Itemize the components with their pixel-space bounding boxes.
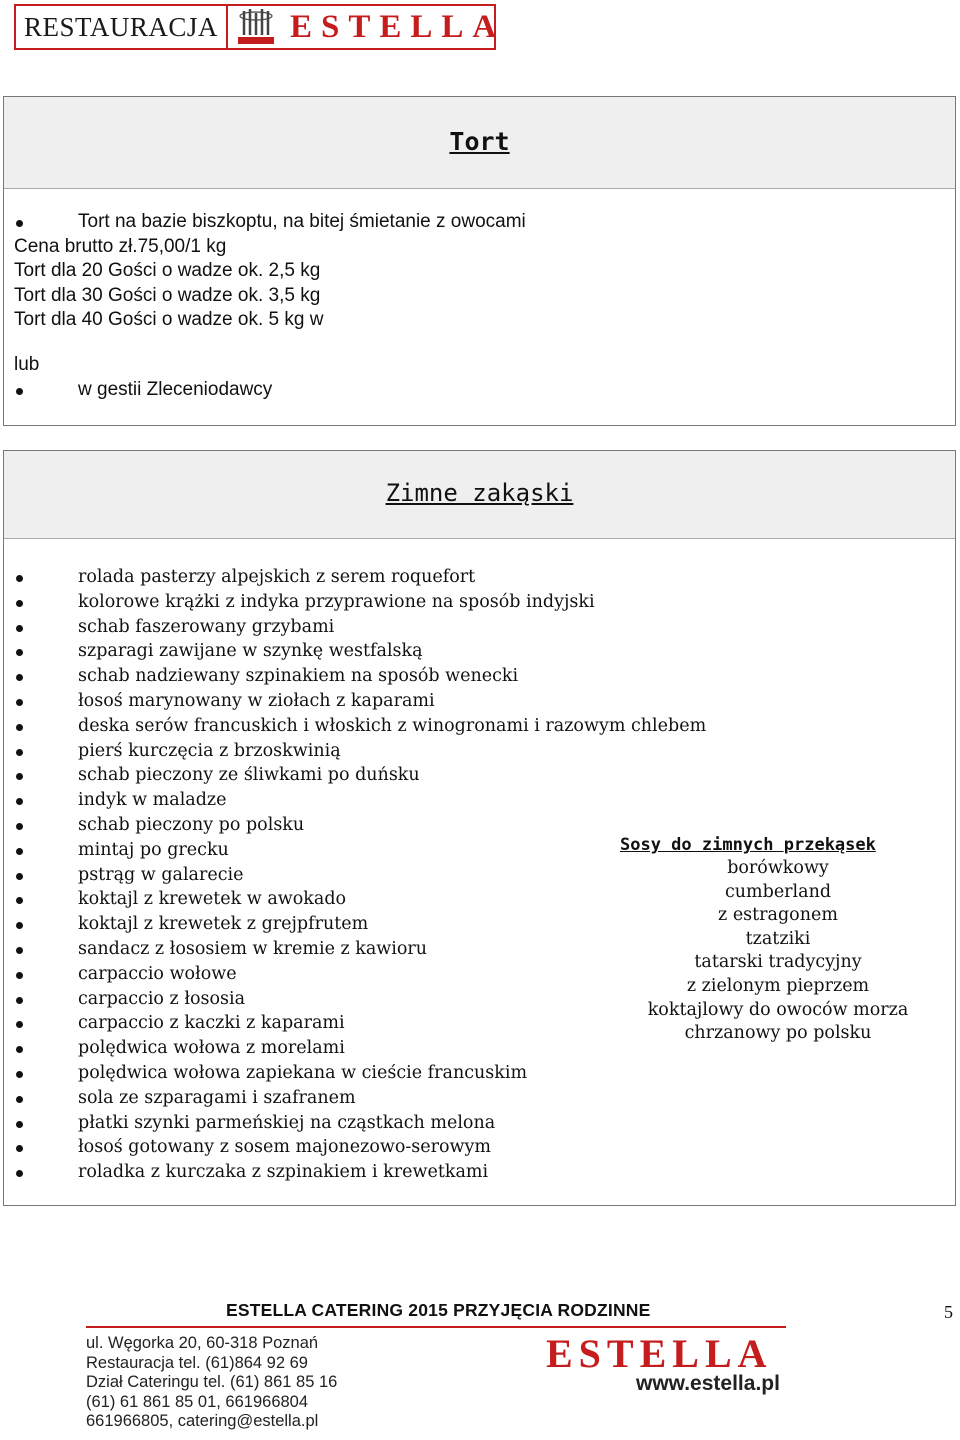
address-line: 661966805, catering@estella.pl xyxy=(86,1412,319,1431)
tort-size-30: Tort dla 30 Gości o wadze ok. 3,5 kg xyxy=(14,285,321,306)
cold-appetizers-heading-bar xyxy=(4,451,955,539)
sauce-item: borówkowy xyxy=(727,858,829,878)
list-item: polędwica wołowa zapiekana w cieście francuskim xyxy=(14,1061,706,1086)
list-item: koktajl z krewetek z grejpfrutem xyxy=(14,912,706,937)
tort-price: Cena brutto zł.75,00/1 kg xyxy=(14,236,227,257)
tort-or-text: lub xyxy=(14,354,40,375)
list-item: sandacz z łososiem w kremie z kawioru xyxy=(14,937,706,962)
list-item: kolorowe krążki z indyka przyprawione na sposób indyjski xyxy=(14,590,706,615)
list-item: mintaj po grecku xyxy=(14,838,706,863)
list-item: schab nadziewany szpinakiem na sposób wenecki xyxy=(14,664,706,689)
list-item: carpaccio z łososia xyxy=(14,987,706,1012)
address-line: ul. Węgorka 20, 60-318 Poznań xyxy=(86,1334,319,1352)
tort-size-40: Tort dla 40 Gości o wadze ok. 5 kg w xyxy=(14,309,324,330)
address-line: Restauracja tel. (61)864 92 69 xyxy=(86,1353,308,1372)
sauce-item: tzatziki xyxy=(745,928,811,949)
list-item: łosoś gotowany z sosem majonezowo-serowym xyxy=(14,1135,706,1160)
list-item: koktajl z krewetek w awokado xyxy=(14,887,706,912)
list-item: indyk w maladze xyxy=(14,788,706,813)
list-item: schab pieczony ze śliwkami po duńsku xyxy=(14,763,706,788)
list-item: pstrąg w galarecie xyxy=(14,863,706,888)
list-item: schab faszerowany grzybami xyxy=(14,615,706,640)
footer-contact xyxy=(86,1334,337,1432)
list-item: rolada pasterzy alpejskich z serem roquefort xyxy=(14,565,706,590)
list-item: polędwica wołowa z morelami xyxy=(14,1036,706,1061)
list-item: roladka z kurczaka z szpinakiem i krewetkami xyxy=(14,1160,706,1185)
sauces-box xyxy=(620,833,936,1046)
sauce-item: z estragonem xyxy=(718,905,838,926)
tort-description: Tort na bazie biszkoptu, na bitej śmietanie z owocami xyxy=(78,211,526,232)
list-item: płatki szynki parmeńskiej na cząstkach melona xyxy=(14,1111,706,1136)
sauce-item: z zielonym pieprzem xyxy=(686,975,870,996)
list-item: carpaccio z kaczki z kaparami xyxy=(14,1011,706,1036)
footer-divider xyxy=(86,1326,786,1328)
tort-size-20: Tort dla 20 Gości o wadze ok. 2,5 kg xyxy=(14,260,321,281)
address-line: (61) 61 861 85 01, 661966804 xyxy=(86,1392,309,1411)
tort-section xyxy=(3,96,956,426)
tort-alternative: w gestii Zleceniodawcy xyxy=(78,379,273,400)
footer-brand-logo: ESTELLA xyxy=(546,1331,773,1376)
footer-title: ESTELLA CATERING 2015 PRZYJĘCIA RODZINNE xyxy=(226,1300,651,1320)
sauce-item: chrzanowy po polsku xyxy=(684,1023,872,1044)
tort-title: Tort xyxy=(449,127,510,156)
cutlery-emblem-icon xyxy=(232,7,280,47)
list-item: deska serów francuskich i włoskich z winogronami i razowym chlebem xyxy=(14,714,706,739)
list-item: szparagi zawijane w szynkę westfalską xyxy=(14,639,706,664)
sauce-item: koktajlowy do owoców morza xyxy=(647,999,909,1020)
cold-appetizers-title: Zimne zakąski xyxy=(385,479,574,507)
restaurant-header xyxy=(14,4,506,50)
header-brand-logo: ESTELLA xyxy=(290,9,506,45)
cold-appetizers-section xyxy=(3,450,956,1206)
sauces-title: Sosy do zimnych przekąsek xyxy=(620,835,876,855)
list-item: carpaccio wołowe xyxy=(14,962,706,987)
page-number: 5 xyxy=(944,1302,953,1322)
sauce-item: cumberland xyxy=(724,881,832,902)
cold-appetizers-list xyxy=(14,565,706,1185)
address-line: Dział Cateringu tel. (61) 861 85 16 xyxy=(86,1373,338,1392)
list-item: sola ze szparagami i szafranem xyxy=(14,1086,706,1111)
tort-heading-bar xyxy=(4,97,955,189)
list-item: łosoś marynowany w ziołach z kaparami xyxy=(14,689,706,714)
header-restauracja-text: RESTAURACJA xyxy=(16,6,228,48)
footer-website: www.estella.pl xyxy=(636,1372,780,1395)
list-item: pierś kurczęcia z brzoskwinią xyxy=(14,739,706,764)
list-item: schab pieczony po polsku xyxy=(14,813,706,838)
sauce-item: tatarski tradycyjny xyxy=(694,952,862,973)
